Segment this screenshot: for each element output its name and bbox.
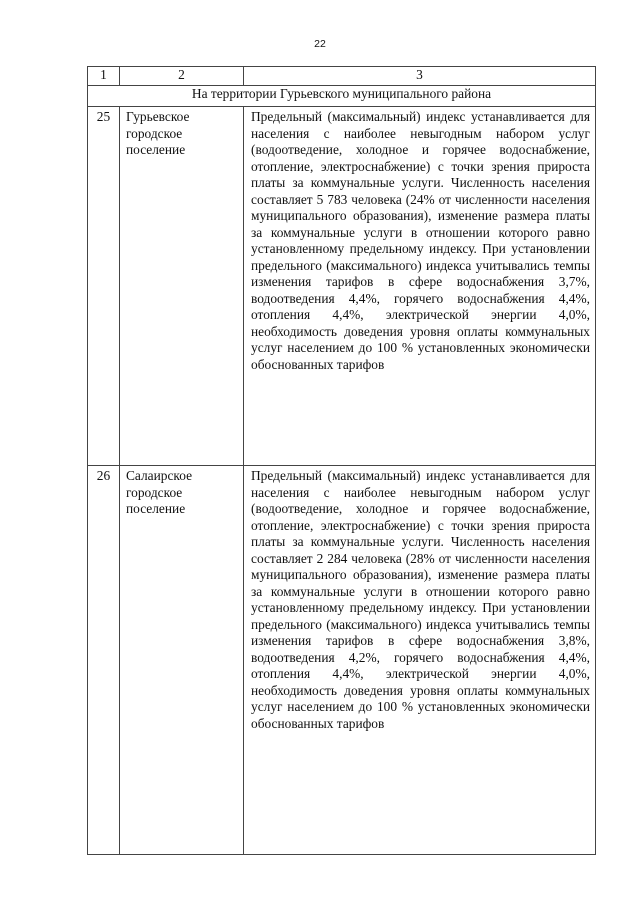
column-header-2: 2 <box>120 67 244 86</box>
index-description: Предельный (максимальный) индекс устанавливается для населения с наиболее невыгодным набором услуг (водоотведение, холодное и горячее водоснабжение, отопление, электроснабжение) с точки зрения прироста платы за коммунальные услуги. Численность населения составляет 2 284 человека (28% от численности населения муниципального образования), изменение размера платы за коммунальные услуги в отношении которого равно установленному предельному индексу. При установлении предельного (максимального) индекса учитывались темпы изменения тарифов в сфере водоснабжения 3,8%, водоотведения 4,2%, горячего водоснабжения 4,4%, отопления 4,4%, электрической энергии 4,0%, необходимость доведения уровня оплаты коммунальных услуг населением до 100 % установленных экономически обоснованных тарифов <box>244 466 596 855</box>
table-header-row <box>88 67 596 86</box>
region-title: На территории Гурьевского муниципального района <box>88 86 596 107</box>
page-number: 22 <box>314 38 326 50</box>
column-header-1: 1 <box>88 67 120 86</box>
settlement-name: Салаирское городское поселение <box>120 466 244 855</box>
row-number: 26 <box>88 466 120 855</box>
settlement-name: Гурьевское городское поселение <box>120 107 244 466</box>
region-row <box>88 86 596 107</box>
table-row <box>88 107 596 466</box>
row-number: 25 <box>88 107 120 466</box>
column-header-3: 3 <box>244 67 596 86</box>
index-description: Предельный (максимальный) индекс устанавливается для населения с наиболее невыгодным набором услуг (водоотведение, холодное и горячее водоснабжение, отопление, электроснабжение) с точки зрения прироста платы за коммунальные услуги. Численность населения составляет 5 783 человека (24% от численности населения муниципального образования), изменение размера платы за коммунальные услуги в отношении которого равно установленному предельному индексу. При установлении предельного (максимального) индекса учитывались темпы изменения тарифов в сфере водоснабжения 3,7%, водоотведения 4,4%, горячего водоснабжения 4,4%, отопления 4,4%, электрической энергии 4,0%, необходимость доведения уровня оплаты коммунальных услуг населением до 100 % установленных экономически обоснованных тарифов <box>244 107 596 466</box>
data-table <box>87 66 596 855</box>
table-row <box>88 466 596 855</box>
